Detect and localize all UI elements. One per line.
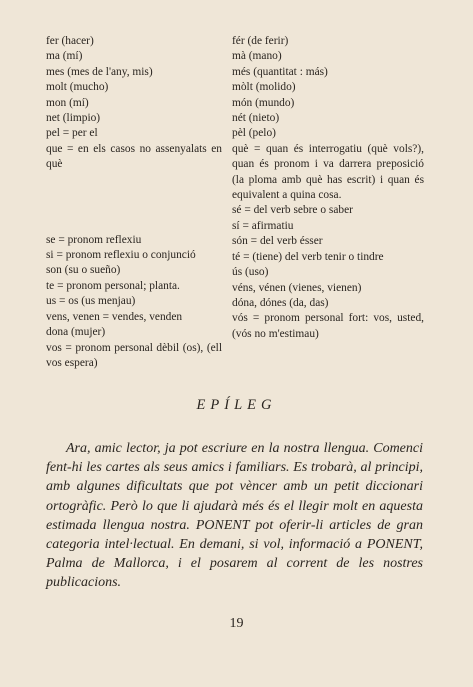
- glossary-entry: son (su o sueño): [46, 264, 121, 277]
- glossary-entry: te = pronom personal; planta.: [46, 279, 180, 292]
- glossary-entry: molt (mucho): [46, 81, 109, 94]
- glossary-entry: sí = afirmatiu: [232, 219, 294, 232]
- glossary-entry: té = (tiene) del verb tenir o tindre: [232, 250, 384, 263]
- glossary-entry: més (quantitat : más): [232, 65, 328, 78]
- epilog-title: EPÍLEG: [196, 397, 277, 413]
- glossary-entry: mòlt (molido): [232, 81, 296, 94]
- glossary-entry: què = quan és interrogatiu (què vols?), quan és pronom i va darrera preposició (la ploma amb què has escrit) i quan és equivalent a quina cosa.: [232, 142, 424, 202]
- page-number: 19: [229, 616, 244, 631]
- glossary-entry: si = pronom reflexiu o conjunció: [46, 249, 196, 262]
- glossary-entry: mà (mano): [232, 50, 282, 63]
- glossary-entry: fér (de ferir): [232, 35, 289, 47]
- glossary-entry: pèl (pelo): [232, 127, 276, 140]
- glossary-entry: vens, venen = vendes, venden: [46, 310, 183, 323]
- glossary-entry: mon (mí): [46, 96, 89, 109]
- glossary-entry: nét (nieto): [232, 112, 280, 125]
- glossary-entry: se = pronom reflexiu: [46, 233, 142, 246]
- glossary-entry: fer (hacer): [46, 35, 94, 47]
- epilog-body: Ara, amic lector, ja pot escriure en la nostra llengua. Comenci fent-hi les cartes als seus amics i familiars. Es trobarà, al principi, amb algunes dificultats que pot vèncer amb un petit diccionari ortogràfic. Però lo que li ajudarà més és el llegir molt en aquesta estimada llengua nostra. PONENT pot oferir-li articles de gran categoria intel·lectual. En demani, si vol, informació a PONENT, Palma de Mallorca, i el posarem al corrent de les nostres publicacions.: [46, 441, 423, 591]
- glossary-entry: ma (mí): [46, 50, 83, 63]
- glossary-entry: us = os (us menjau): [46, 295, 136, 308]
- glossary-entry: vós = pronom personal fort: vos, usted, (vós no m'estimau): [232, 312, 424, 340]
- glossary-entry: que = en els casos no assenyalats en què: [46, 142, 222, 171]
- glossary-entry: són = del verb ésser: [232, 235, 323, 248]
- glossary-left-column: [46, 34, 222, 371]
- glossary-entry: món (mundo): [232, 96, 295, 109]
- glossary-entry: vos = pronom personal dèbil (os), (ell vos espera): [46, 341, 222, 369]
- glossary-entry: dóna, dónes (da, das): [232, 296, 329, 309]
- column-spacer: [46, 173, 222, 233]
- glossary-entry: net (limpio): [46, 112, 101, 125]
- glossary-entry: pel = per el: [46, 127, 98, 140]
- glossary-entry: véns, vénen (vienes, vienen): [232, 281, 362, 294]
- glossary-right-column: [232, 34, 424, 342]
- glossary-entry: ús (uso): [232, 266, 269, 279]
- glossary-entry: dona (mujer): [46, 326, 106, 339]
- glossary-entry: mes (mes de l'any, mis): [46, 65, 153, 78]
- glossary-entry: sé = del verb sebre o saber: [232, 204, 353, 217]
